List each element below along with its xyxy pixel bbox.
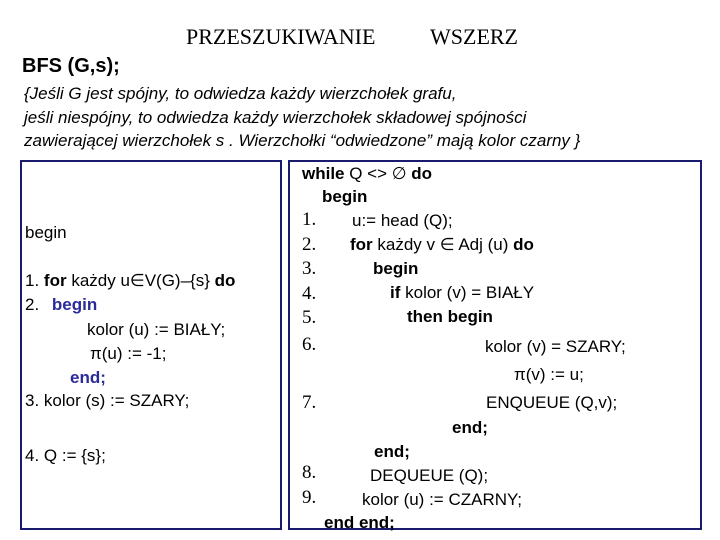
kolor-line: kolor (u) := BIAŁY; [87,320,226,339]
step-num: 2. [25,295,40,314]
do-keyword: do [209,271,236,290]
while-line [302,164,432,184]
line-num-7: 7. [302,392,317,413]
init-step-4: 4. Q := {s}; [25,446,106,465]
line-9: kolor (u) := CZARNY; [362,490,522,509]
pi-line: π(u) := -1; [90,344,167,363]
init-step-1 [25,271,235,291]
left-begin: begin [25,223,67,242]
init-step-2 [25,295,97,315]
comment-line-3: zawierającej wierzchołek s . Wierzchołki “odwiedzone” mają kolor czarny } [24,131,581,150]
init-step-3: 3. kolor (s) := SZARY; [25,391,190,410]
line-8: DEQUEUE (Q); [370,466,489,485]
for-keyword: for [350,235,373,254]
while-keyword: while [302,164,345,183]
procedure-signature: BFS (G,s); [22,55,120,77]
end-keyword: end; [70,368,106,387]
line-5-then-begin: then begin [407,307,493,326]
line-num-8: 8. [302,462,317,483]
step-num: 1. [25,271,40,290]
line-num-3: 3. [302,258,317,279]
if-keyword: if [390,283,401,302]
line-4 [390,283,534,303]
for-text: każdy v ∈ Adj (u) [372,235,514,254]
title-left: PRZESZUKIWANIE [186,24,376,49]
line-1: u:= head (Q); [352,211,453,230]
line-6: kolor (v) = SZARY; [485,337,626,356]
line-3-begin: begin [373,259,419,278]
line-num-9: 9. [302,487,317,508]
line-7-end: end; [452,418,488,437]
comment-line-1: {Jeśli G jest spójny, to odwiedza każdy wierzchołek grafu, [24,84,457,103]
line-num-5: 5. [302,307,317,328]
loop-begin: begin [322,187,368,206]
while-condition: Q <> ∅ [344,164,412,183]
final-end: end end; [324,513,395,532]
title-right: WSZERZ [430,24,518,49]
begin-keyword: begin [51,295,98,314]
line-num-2: 2. [302,234,317,255]
for-text: każdy u∈V(G)–{s} [66,271,210,290]
comment-line-2: jeśli niespójny, to odwiedza każdy wierzchołek składowej spójności [24,108,527,127]
line-num-6: 6. [302,334,317,355]
inner-end: end; [374,442,410,461]
if-condition: kolor (v) = BIAŁY [400,283,535,302]
do-keyword: do [513,235,534,254]
line-2 [350,235,534,255]
for-keyword: for [43,271,67,290]
line-6b: π(v) := u; [514,365,584,384]
line-7: ENQUEUE (Q,v); [486,393,618,412]
line-num-1: 1. [302,209,317,230]
do-keyword: do [411,164,433,183]
line-num-4: 4. [302,283,317,304]
